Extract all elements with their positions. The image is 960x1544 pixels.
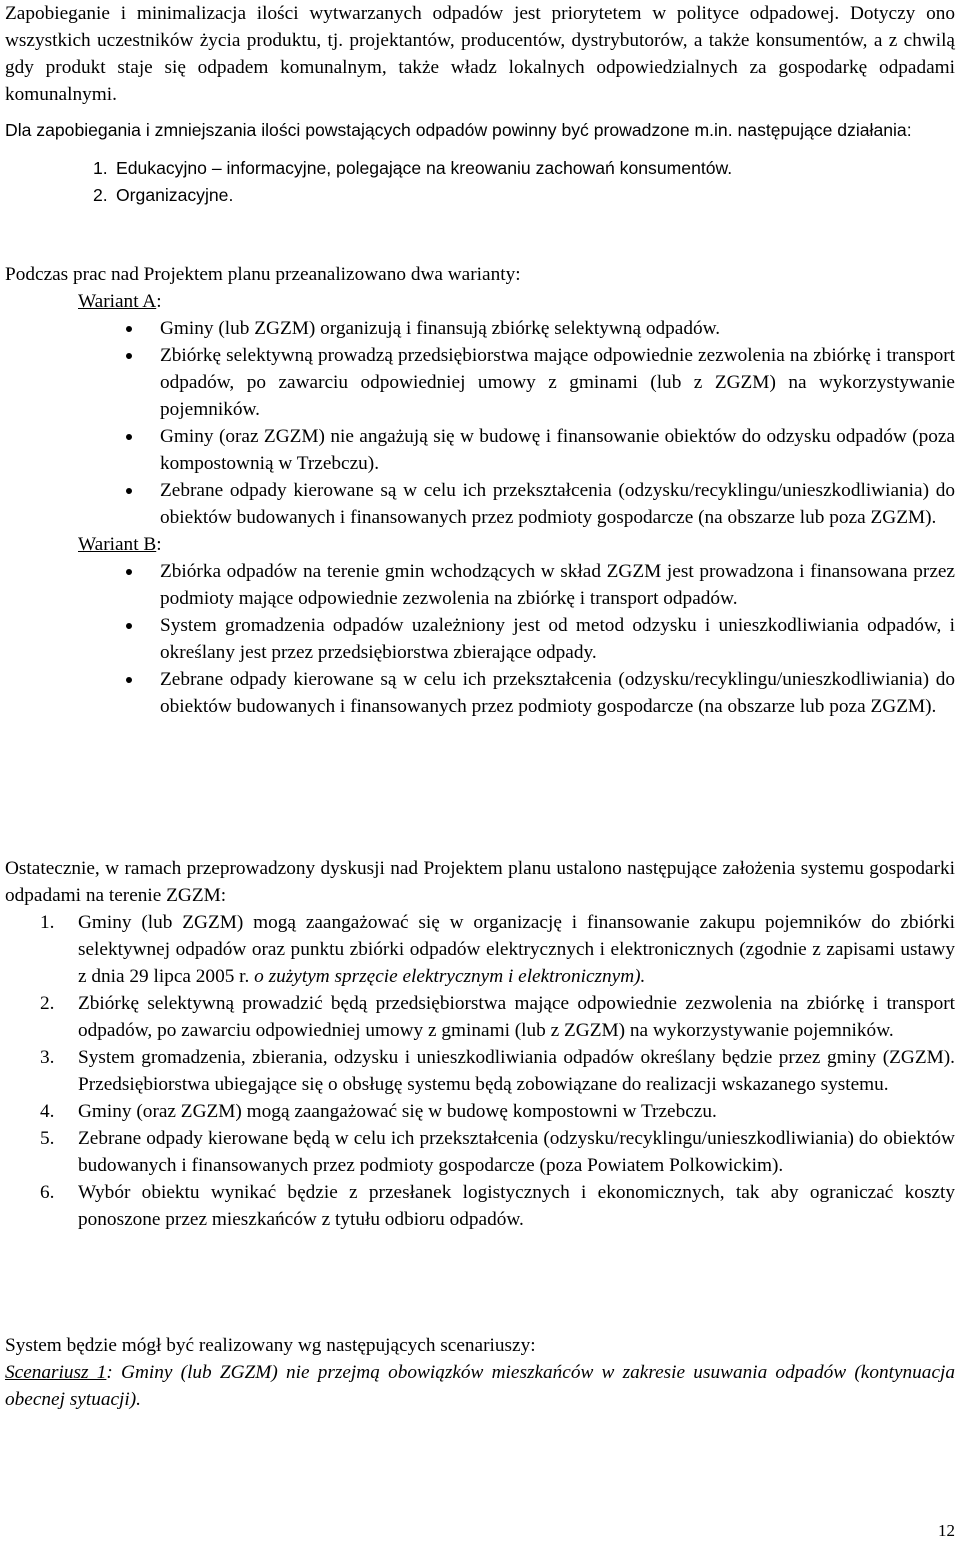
assumptions-list	[5, 909, 955, 1233]
variant-b-list	[5, 558, 955, 720]
list-item: 2. Zbiórkę selektywną prowadzić będą przedsiębiorstwa mające odpowiednie zezwolenia na zbiórkę i transport odpadów, po zawarciu odpowiedniej umowy z gminami (lub z ZGZM) na wykorzystywanie pojemników.	[40, 993, 955, 1041]
conclusion-intro: Ostatecznie, w ramach przeprowadzony dyskusji nad Projektem planu ustalono następujące założenia systemu gospodarki odpadami na terenie ZGZM:	[5, 858, 955, 906]
bullet-icon	[126, 353, 132, 359]
scenarios-intro: System będzie mógł być realizowany wg następujących scenariuszy:	[5, 1335, 536, 1356]
variants-block	[5, 261, 955, 720]
list-item: 1. Edukacyjno – informacyjne, polegające na kreowaniu zachowań konsumentów.	[93, 158, 733, 178]
list-item: System gromadzenia odpadów uzależniony jest od metod odzysku i unieszkodliwiania odpadów, i określany jest przez przedsiębiorstwa zbierające odpady.	[5, 612, 955, 666]
variant-a-list	[5, 315, 955, 531]
intro-block	[5, 0, 955, 108]
bullet-icon	[126, 326, 132, 332]
intro-paragraph: Zapobieganie i minimalizacja ilości wytwarzanych odpadów jest priorytetem w polityce odpadowej. Dotyczy ono wszystkich uczestników życia produktu, tj. projektantów, producentów, dystrybutorów, a także konsumentów, a z chwilą gdy produkt staje się odpadem komunalnym, także władz lokalnych odpowiedzialnych za gospodarkę odpadami komunalnymi.	[5, 3, 955, 105]
variant-a-heading: Wariant A:	[78, 291, 162, 312]
variant-b-heading: Wariant B:	[78, 534, 162, 555]
scenarios-block	[5, 1332, 955, 1413]
conclusion-block	[5, 855, 955, 1233]
bullet-icon	[126, 677, 132, 683]
variants-intro: Podczas prac nad Projektem planu przeanalizowano dwa warianty:	[5, 264, 521, 285]
bullet-icon	[126, 569, 132, 575]
actions-block	[5, 116, 955, 209]
list-item: Zebrane odpady kierowane są w celu ich przekształcenia (odzysku/recyklingu/unieszkodliwiania) do obiektów budowanych i finansowanych przez podmioty gospodarcze (na obszarze lub poza ZGZM).	[5, 477, 955, 531]
list-item: Gminy (oraz ZGZM) nie angażują się w budowę i finansowanie obiektów do odzysku odpadów (poza kompostownią w Trzebczu).	[5, 423, 955, 477]
bullet-icon	[126, 623, 132, 629]
list-item: 2. Organizacyjne.	[93, 185, 234, 205]
list-item: Zbiórka odpadów na terenie gmin wchodzących w skład ZGZM jest prowadzona i finansowana przez podmioty mające odpowiednie zezwolenia na zbiórkę i transport odpadów.	[5, 558, 955, 612]
list-item: 5. Zebrane odpady kierowane będą w celu ich przekształcenia (odzysku/recyklingu/unieszkodliwiania) do obiektów budowanych i finansowanych przez podmioty gospodarcze (poza Powiatem Polkowickim).	[40, 1128, 955, 1176]
list-item: 4. Gminy (oraz ZGZM) mogą zaangażować się w budowę kompostowni w Trzebczu.	[40, 1101, 717, 1122]
actions-list	[5, 155, 955, 209]
list-item: Zbiórkę selektywną prowadzą przedsiębiorstwa mające odpowiednie zezwolenia na zbiórkę i transport odpadów, po zawarciu odpowiedniej umowy z gminami (lub z ZGZM) na wykorzystywanie pojemników.	[5, 342, 955, 423]
list-item: 6. Wybór obiektu wynikać będzie z przesłanek logistycznych i ekonomicznych, tak aby ograniczać koszty ponoszone przez mieszkańców z tytułu odbioru odpadów.	[40, 1182, 955, 1230]
list-item: 1. Gminy (lub ZGZM) mogą zaangażować się w organizację i finansowanie zakupu pojemników do zbiórki selektywnej odpadów oraz punktu zbiórki odpadów elektrycznych i elektronicznych (zgodnie z zapisami ustawy z dnia 29 lipca 2005 r. o zużytym sprzęcie elektrycznym i elektronicznym).	[40, 912, 955, 987]
page-number: 12	[938, 1521, 955, 1540]
bullet-icon	[126, 434, 132, 440]
scenario-1: Scenariusz 1: Gminy (lub ZGZM) nie przejmą obowiązków mieszkańców w zakresie usuwania odpadów (kontynuacja obecnej sytuacji).	[5, 1362, 955, 1410]
list-item: Zebrane odpady kierowane są w celu ich przekształcenia (odzysku/recyklingu/unieszkodliwiania) do obiektów budowanych i finansowanych przez podmioty gospodarcze (na obszarze lub poza ZGZM).	[5, 666, 955, 720]
actions-intro: Dla zapobiegania i zmniejszania ilości powstających odpadów powinny być prowadzone m.in. następujące działania:	[5, 120, 912, 140]
bullet-icon	[126, 488, 132, 494]
list-item: Gminy (lub ZGZM) organizują i finansują zbiórkę selektywną odpadów.	[5, 315, 955, 342]
list-item: 3. System gromadzenia, zbierania, odzysku i unieszkodliwiania odpadów określany będzie przez gminy (ZGZM). Przedsiębiorstwa ubiegające się o obsługę systemu będą zobowiązane do realizacji wskazanego systemu.	[40, 1047, 955, 1095]
